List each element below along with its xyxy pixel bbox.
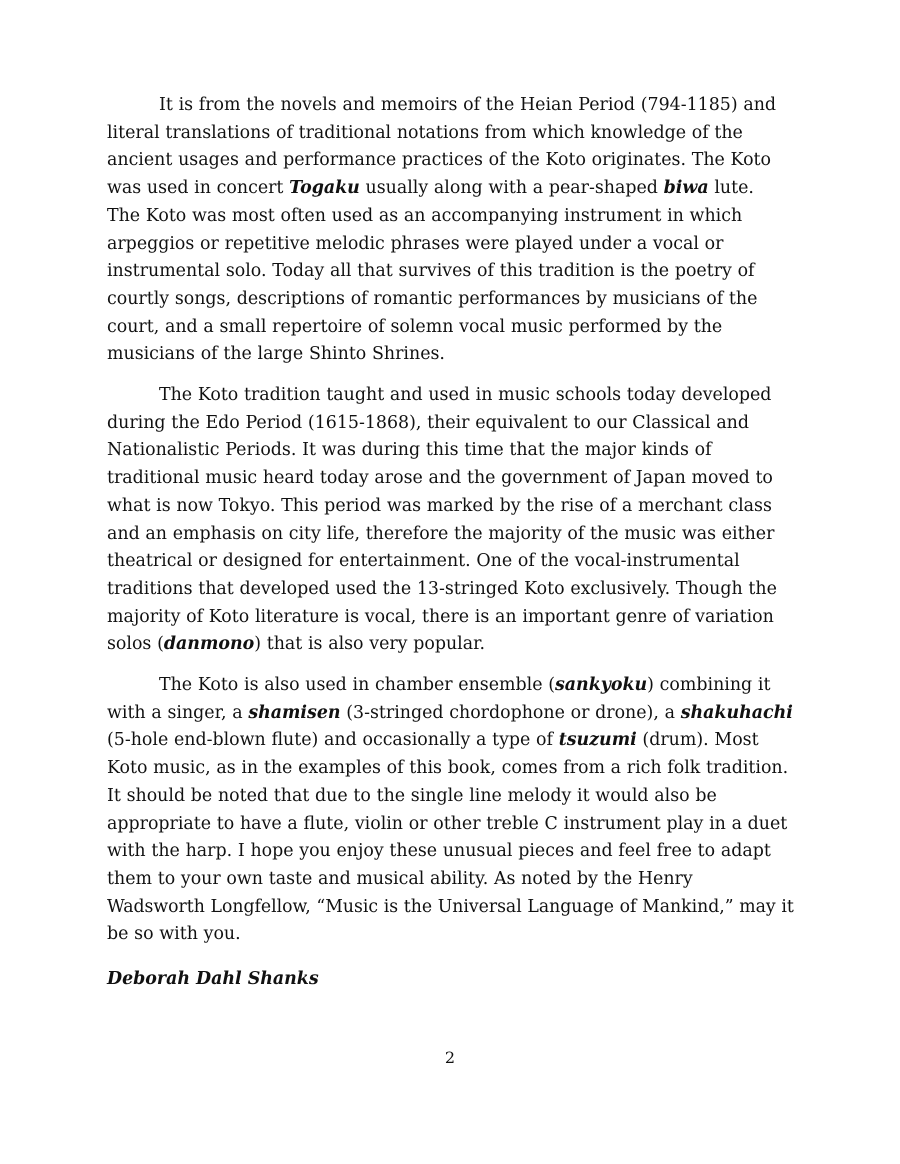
text-line (107, 521, 797, 549)
emphasized-term: shakuhachi (680, 702, 793, 723)
text-run: majority of Koto literature is vocal, there is an important genre of variation (107, 606, 774, 627)
body-text (107, 92, 797, 962)
text-line (107, 258, 797, 286)
text-line (107, 147, 797, 175)
page-number: 2 (444, 1048, 456, 1067)
text-run: lute. (708, 178, 754, 199)
emphasized-term: Togaku (289, 178, 360, 199)
text-line (107, 576, 797, 604)
text-run: Nationalistic Periods. It was during this time that the major kinds of (107, 440, 712, 461)
emphasized-term: tsuzumi (558, 730, 637, 751)
text-run: The Koto was most often used as an accompanying instrument in which (107, 205, 743, 226)
text-run: with a singer, a (107, 702, 249, 723)
text-run: with the harp. I hope you enjoy these unusual pieces and feel free to adapt (107, 841, 771, 862)
text-line (107, 410, 797, 438)
text-line (107, 286, 797, 314)
text-line (107, 341, 797, 369)
text-run: solos ( (107, 634, 164, 655)
text-run: ancient usages and performance practices of the Koto originates. The Koto (107, 150, 772, 171)
text-run: (3-stringed chordophone or drone), a (340, 702, 681, 723)
text-line (107, 120, 797, 148)
text-run: was used in concert (107, 178, 290, 199)
text-line (107, 604, 797, 632)
text-line (107, 672, 797, 700)
text-run: ) combining it (647, 675, 771, 696)
text-run: during the Edo Period (1615-1868), their equivalent to our Classical and (107, 412, 750, 433)
text-line (107, 203, 797, 231)
text-line (107, 783, 797, 811)
paragraph-2 (107, 382, 797, 659)
text-run: arpeggios or repetitive melodic phrases were played under a vocal or (107, 233, 724, 254)
emphasized-term: shamisen (248, 702, 341, 723)
text-run: court, and a small repertoire of solemn vocal music performed by the (107, 316, 723, 337)
text-line (107, 437, 797, 465)
text-run: theatrical or designed for entertainment. One of the vocal-instrumental (107, 551, 740, 572)
text-line (107, 811, 797, 839)
text-line (107, 314, 797, 342)
text-run: be so with you. (107, 924, 241, 945)
text-run: ) that is also very popular. (254, 634, 486, 655)
text-run: Koto music, as in the examples of this book, comes from a rich folk tradition. (107, 758, 789, 779)
text-run: The Koto is also used in chamber ensemble ( (159, 675, 555, 696)
text-run: traditions that developed used the 13-stringed Koto exclusively. Though the (107, 578, 777, 599)
text-line (107, 631, 797, 659)
text-line (107, 921, 797, 949)
text-line (107, 700, 797, 728)
text-run: The Koto tradition taught and used in music schools today developed (159, 385, 772, 406)
text-line (107, 92, 797, 120)
paragraph-3 (107, 672, 797, 949)
text-run: traditional music heard today arose and the government of Japan moved to (107, 468, 773, 489)
author-signature: Deborah Dahl Shanks (107, 969, 319, 989)
text-line (107, 838, 797, 866)
text-run: instrumental solo. Today all that survives of this tradition is the poetry of (107, 261, 755, 282)
text-run: usually along with a pear-shaped (359, 178, 664, 199)
text-line (107, 755, 797, 783)
text-run: Wadsworth Longfellow, “Music is the Universal Language of Mankind,” may it (107, 896, 794, 917)
text-line (107, 493, 797, 521)
text-line (107, 727, 797, 755)
text-run: appropriate to have a flute, violin or other treble C instrument play in a duet (107, 813, 788, 834)
text-run: literal translations of traditional notations from which knowledge of the (107, 122, 743, 143)
emphasized-term: sankyoku (555, 675, 648, 696)
text-run: what is now Tokyo. This period was marked by the rise of a merchant class (107, 495, 772, 516)
paragraph-1 (107, 92, 797, 369)
text-run: musicians of the large Shinto Shrines. (107, 344, 445, 365)
text-run: them to your own taste and musical ability. As noted by the Henry (107, 868, 693, 889)
text-line (107, 382, 797, 410)
emphasized-term: biwa (663, 178, 709, 199)
text-run: (drum). Most (636, 730, 759, 751)
emphasized-term: danmono (163, 634, 255, 655)
text-line (107, 175, 797, 203)
text-line (107, 548, 797, 576)
text-run: and an emphasis on city life, therefore the majority of the music was either (107, 523, 775, 544)
text-run: (5-hole end-blown flute) and occasionally a type of (107, 730, 559, 751)
text-run: It is from the novels and memoirs of the Heian Period (794-1185) and (159, 95, 777, 115)
text-run: courtly songs, descriptions of romantic performances by musicians of the (107, 288, 758, 309)
text-line (107, 465, 797, 493)
text-line (107, 231, 797, 259)
text-line (107, 894, 797, 922)
text-line (107, 866, 797, 894)
text-run: It should be noted that due to the single line melody it would also be (107, 785, 717, 806)
